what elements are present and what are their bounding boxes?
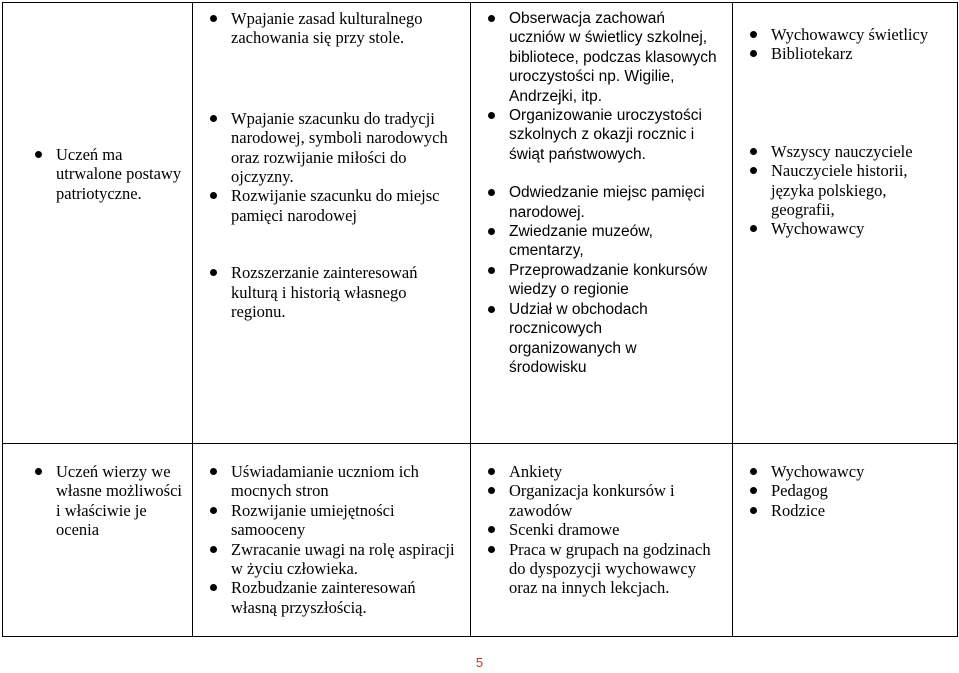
- responsible-list: [733, 25, 957, 239]
- responsible-list: [733, 444, 957, 520]
- list-item: Ankiety: [509, 462, 718, 481]
- list-item: Scenki dramowe: [509, 520, 718, 539]
- methods-list: [471, 9, 732, 377]
- program-table: [2, 2, 958, 637]
- list-item: Wychowawcy: [771, 462, 949, 481]
- list-item: Zwracanie uwagi na rolę aspiracji w życiu człowieka.: [231, 539, 455, 579]
- table-row: [3, 3, 958, 444]
- list-item: Obserwacja zachowań uczniów w świetlicy szkolnej, bibliotece, podczas klasowych uroczystości np. Wigilie, Andrzejki, itp.: [509, 10, 717, 105]
- list-item: Wpajanie szacunku do tradycji narodowej, symboli narodowych oraz rozwijanie miłości do ojczyzny.: [231, 109, 456, 187]
- list-item: Wszyscy nauczyciele: [771, 142, 949, 161]
- methods-list: [471, 444, 732, 598]
- list-item: Wychowawcy świetlicy: [771, 25, 949, 44]
- tasks-cell: [193, 3, 471, 444]
- list-item: Wychowawcy: [771, 219, 949, 238]
- table-row: [3, 444, 958, 637]
- list-item: Nauczyciele historii, języka polskiego, geografii,: [771, 161, 949, 219]
- list-item: Zwiedzanie muzeów, cmentarzy,: [509, 222, 718, 261]
- list-item: Udział w obchodach rocznicowych organizowanych w środowisku: [509, 300, 718, 378]
- list-item: Rozwijanie umiejętności samooceny: [231, 501, 456, 540]
- list-item: Przeprowadzanie konkursów wiedzy o regionie: [509, 261, 718, 300]
- list-item: Uświadamianie uczniom ich mocnych stron: [231, 462, 456, 501]
- goal-cell: [3, 444, 193, 637]
- list-item: Pedagog: [771, 481, 949, 500]
- list-item: Rozbudzanie zainteresowań własną przyszłością.: [231, 578, 456, 617]
- page-number: 5: [475, 655, 484, 670]
- list-item: Organizacja konkursów i zawodów: [509, 481, 718, 520]
- tasks-cell: [193, 444, 471, 637]
- list-item: Odwiedzanie miejsc pamięci narodowej.: [509, 183, 718, 222]
- goal-list: [3, 3, 192, 203]
- list-item: Rodzice: [771, 501, 949, 520]
- goal-list: [3, 444, 192, 540]
- methods-cell: [471, 3, 733, 444]
- list-item: Uczeń wierzy we własne możliwości i właściwie je ocenia: [56, 462, 183, 540]
- list-item: Praca w grupach na godzinach do dyspozycji wychowawcy oraz na innych lekcjach.: [509, 540, 718, 598]
- tasks-list: [193, 9, 470, 321]
- list-item: Organizowanie uroczystości szkolnych z okazji rocznic i świąt państwowych.: [509, 106, 718, 164]
- tasks-list: [193, 444, 470, 617]
- methods-cell: [471, 444, 733, 637]
- responsible-cell: [733, 444, 958, 637]
- list-item: Uczeń ma utrwalone postawy patriotyczne.: [56, 145, 182, 203]
- goal-cell: [3, 3, 193, 444]
- list-item: Wpajanie zasad kulturalnego zachowania się przy stole.: [231, 9, 456, 48]
- list-item: Rozszerzanie zainteresowań kulturą i historią własnego regionu.: [231, 263, 456, 321]
- responsible-cell: [733, 3, 958, 444]
- list-item: Rozwijanie szacunku do miejsc pamięci narodowej: [231, 186, 456, 225]
- list-item: Bibliotekarz: [771, 44, 949, 63]
